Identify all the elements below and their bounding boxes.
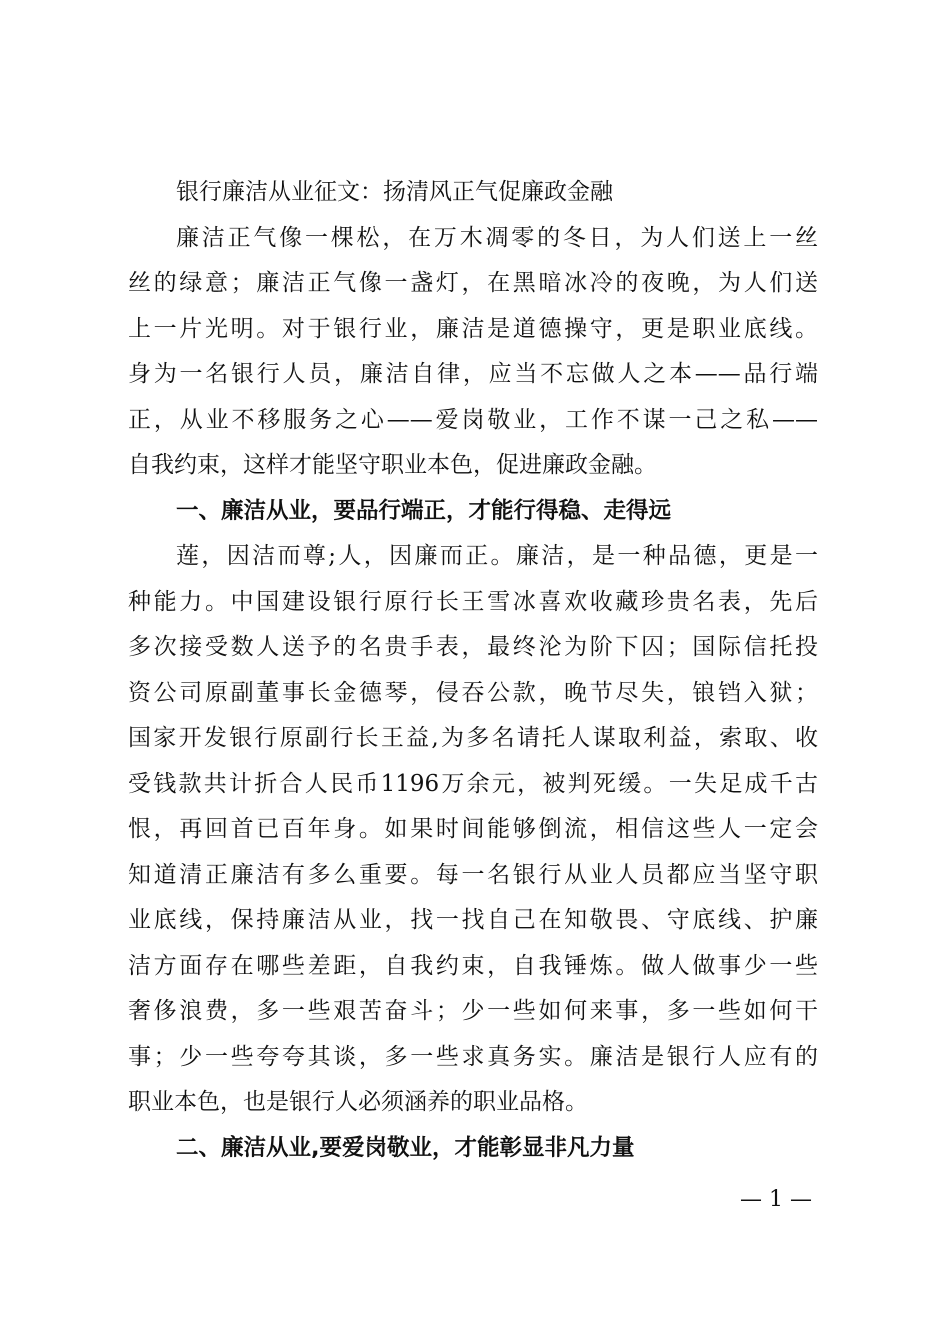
document-body [128,170,818,1171]
paragraph-line: 丝的绿意；廉洁正气像一盏灯，在黑暗冰冷的夜晚，为人们送 [128,270,818,296]
section-heading-1: 一、廉洁从业，要品行端正，才能行得稳、走得远 [176,497,672,524]
page-number: — 1 — [740,1187,812,1212]
paragraph-line: 莲，因洁而尊;人，因廉而正。廉洁，是一种品德，更是一 [176,543,818,569]
paragraph-line: 洁方面存在哪些差距，自我约束，自我锤炼。做人做事少一些 [128,952,818,979]
document-title: 银行廉洁从业征文：扬清风正气促廉政金融 [176,179,613,205]
paragraph-line: 受钱款共计折合人民币1196万余元，被判死缓。一失足成千古 [128,770,818,797]
paragraph-line: 资公司原副董事长金德琴，侵吞公款，晚节尽失，锒铛入狱； [128,679,818,706]
paragraph-line: 恨，再回首已百年身。如果时间能够倒流，相信这些人一定会 [128,816,818,842]
paragraph-line: 正，从业不移服务之心——爱岗敬业，工作不谋一己之私—— [128,406,818,433]
paragraph-line: 身为一名银行人员，廉洁自律，应当不忘做人之本——品行端 [128,361,818,387]
paragraph-line: 自我约束，这样才能坚守职业本色，促进廉政金融。 [128,452,657,478]
paragraph-line: 多次接受数人送予的名贵手表，最终沦为阶下囚；国际信托投 [128,634,818,660]
paragraph-2 [128,534,818,1126]
paragraph-line: 知道清正廉洁有多么重要。每一名银行从业人员都应当坚守职 [128,861,818,888]
paragraph-line: 国家开发银行原副行长王益,为多名请托人谋取利益，索取、收 [128,725,818,751]
section-heading-2: 二、廉洁从业,要爱岗敬业，才能彰显非凡力量 [176,1134,635,1161]
paragraph-line: 事；少一些夸夸其谈，多一些求真务实。廉洁是银行人应有的 [128,1043,818,1070]
paragraph-line: 职业本色，也是银行人必须涵养的职业品格。 [128,1089,588,1115]
paragraph-line: 种能力。中国建设银行原行长王雪冰喜欢收藏珍贵名表，先后 [128,588,818,615]
paragraph-line: 业底线，保持廉洁从业，找一找自己在知敬畏、守底线、护廉 [128,907,818,933]
paragraph-1 [128,216,818,489]
paragraph-line: 奢侈浪费，多一些艰苦奋斗；少一些如何来事，多一些如何干 [128,998,818,1024]
paragraph-line: 廉洁正气像一棵松，在万木凋零的冬日，为人们送上一丝 [176,224,818,251]
paragraph-line: 上一片光明。对于银行业，廉洁是道德操守，更是职业底线。 [128,315,818,342]
